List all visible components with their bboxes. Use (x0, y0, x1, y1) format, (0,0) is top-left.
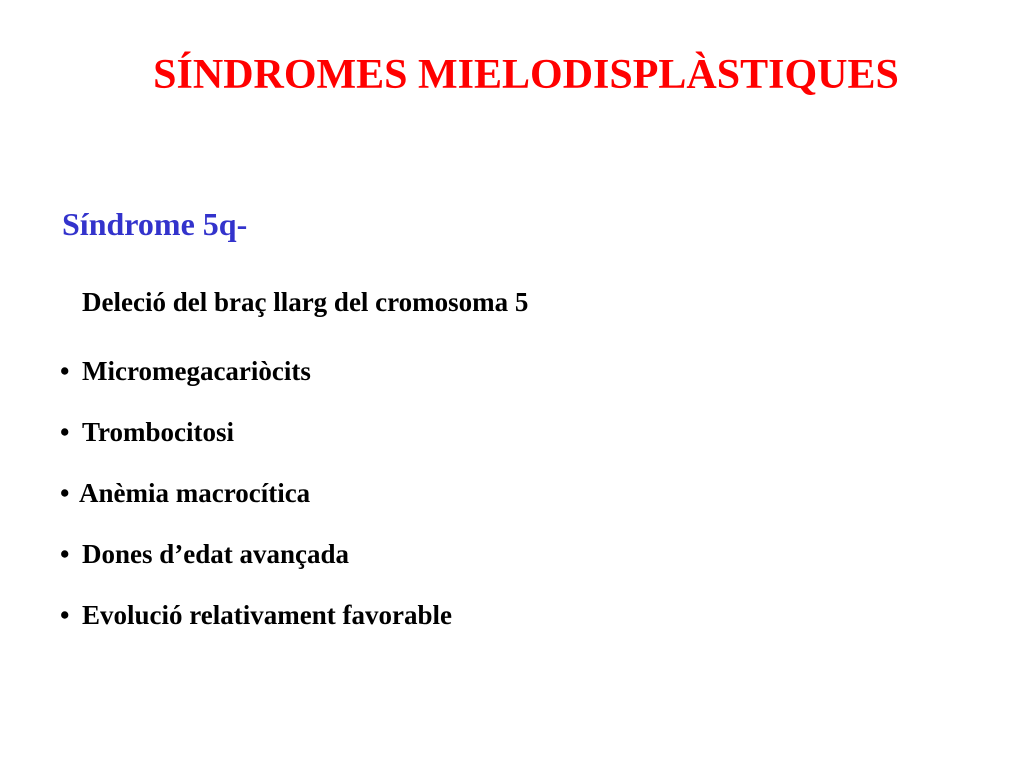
bullet-icon: • (60, 539, 70, 569)
bullet-item (60, 476, 452, 537)
bullet-item (60, 537, 452, 598)
bullet-item (60, 598, 452, 659)
bullet-icon: • (60, 478, 70, 508)
description-text: Deleció del braç llarg del cromosoma 5 (82, 287, 529, 317)
bullet-text: Dones d’edat avançada (82, 539, 350, 569)
bullet-text: Micromegacariòcits (82, 356, 311, 386)
section-subtitle: Síndrome 5q- (62, 206, 248, 242)
slide-title: SÍNDROMES MIELODISPLÀSTIQUES (153, 52, 899, 98)
bullet-icon: • (60, 356, 70, 386)
bullet-icon: • (60, 417, 70, 447)
bullet-text: Evolució relativament favorable (82, 600, 452, 630)
bullet-text: Trombocitosi (82, 417, 234, 447)
bullet-icon: • (60, 600, 70, 630)
bullet-item (60, 415, 452, 476)
bullet-list (60, 354, 452, 659)
bullet-text: Anèmia macrocítica (79, 478, 311, 508)
bullet-item (60, 354, 452, 415)
